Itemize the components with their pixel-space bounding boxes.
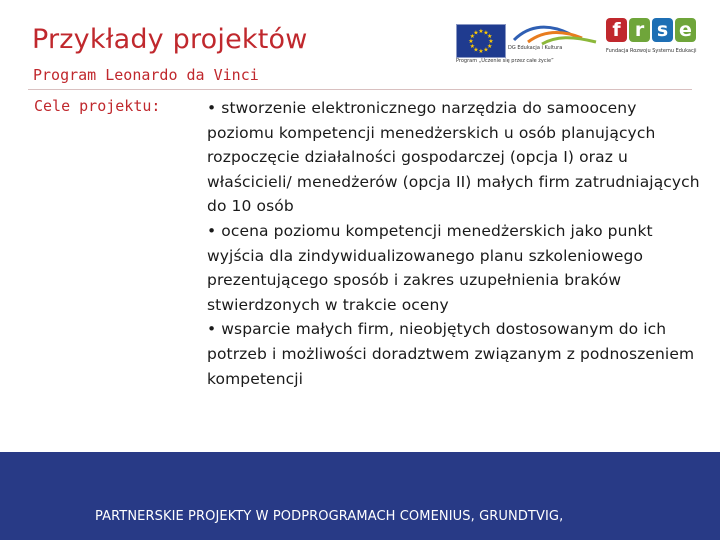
eu-flag-icon: [456, 24, 506, 58]
eu-star-icon: ★: [473, 46, 479, 54]
logo-bar: [456, 18, 706, 72]
lifelong-learning-caption: Program „Uczenie się przez całe życie”: [456, 58, 554, 64]
frse-letter: f: [606, 18, 627, 42]
footer-bar: [0, 452, 720, 540]
footer-text: PARTNERSKIE PROJEKTY W PODPROGRAMACH COMENIUS, GRUNDTVIG,: [95, 509, 564, 524]
header-divider: [28, 89, 692, 90]
dg-education-caption: DG Edukacja i Kultura: [508, 45, 563, 51]
section-label: Cele projektu:: [34, 97, 161, 115]
eu-star-icon: ★: [487, 43, 493, 50]
eu-star-icon: ★: [478, 48, 484, 55]
eu-star-icon: ★: [483, 46, 489, 54]
eu-star-icon: ★: [469, 33, 475, 40]
frse-letter: e: [675, 18, 696, 42]
bullet-item: • ocena poziomu kompetencji menedżerskich jako punkt wyjścia dla zindywidualizowanego planu szkoleniowego prezentującego sposób i zakres uzupełnienia braków stwierdzonych w trakcie oceny: [207, 221, 653, 314]
frse-letter: s: [652, 18, 673, 42]
bullet-item: • wsparcie małych firm, nieobjętych dostosowanym do ich potrzeb i możliwości doradztwem związanym z podnoszeniem kompetencji: [207, 320, 695, 388]
eu-star-icon: ★: [469, 43, 475, 50]
frse-letter: r: [629, 18, 650, 42]
eu-star-icon: ★: [473, 29, 479, 37]
eu-star-icon: ★: [483, 29, 489, 37]
frse-logo: [606, 18, 706, 72]
eu-star-icon: ★: [468, 38, 474, 45]
eu-star-icon: ★: [487, 33, 493, 40]
eu-star-icon: ★: [488, 38, 494, 45]
frse-caption: Fundacja Rozwoju Systemu Edukacji: [606, 48, 697, 54]
bullet-list: [207, 96, 707, 391]
eu-star-icon: ★: [478, 28, 484, 35]
page-subtitle: Program Leonardo da Vinci: [33, 66, 259, 84]
bullet-item: • stworzenie elektronicznego narzędzia do samooceny poziomu kompetencji menedżerskich u osób planujących rozpoczęcie działalności gospodarczej (opcja I) oraz u właścicieli/ menedżerów (opcja II) małych firm zatrudniających do 10 osób: [207, 99, 700, 216]
page-title: Przykłady projektów: [32, 24, 308, 55]
